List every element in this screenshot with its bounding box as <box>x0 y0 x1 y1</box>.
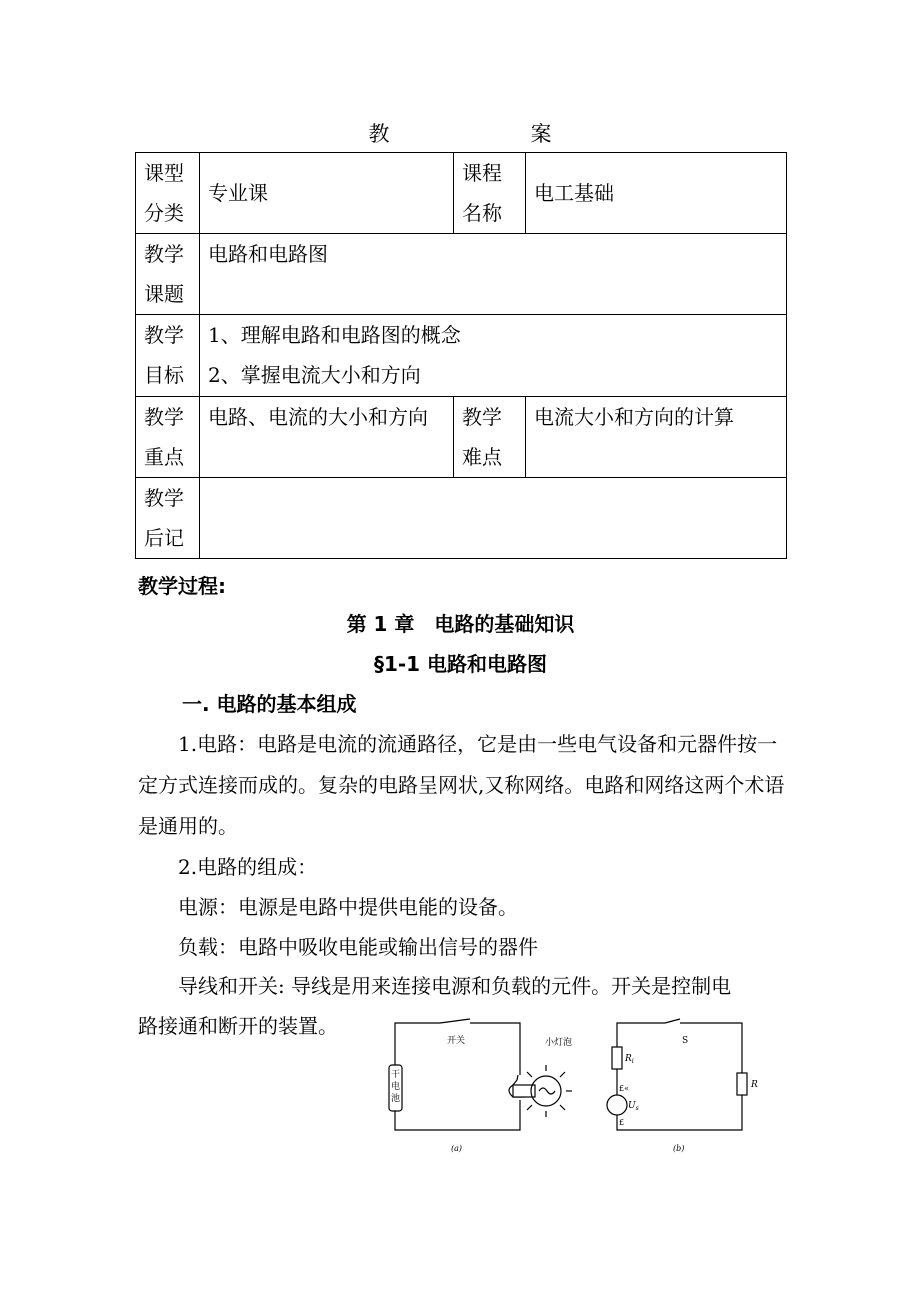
section-title: §1-1 电路和电路图 <box>373 652 548 676</box>
battery-label-a: 干电池 <box>391 1070 401 1104</box>
lesson-info-table <box>135 152 787 559</box>
lamp-label-a: 小灯泡 <box>545 1038 573 1048</box>
circuit-figure-a <box>385 1015 590 1160</box>
label-key-points: 教学重点 <box>136 397 200 478</box>
value-objectives <box>200 315 787 397</box>
value-course-type-text: 专业课 <box>208 181 268 205</box>
caption-a: (a) <box>451 1144 463 1153</box>
label-topic: 教学课题 <box>136 234 200 315</box>
objective-item: 1、理解电路和电路图的概念 <box>208 323 461 347</box>
chapter-title: 第 1 章 电路的基础知识 <box>346 612 575 636</box>
label-course-name: 课程名称 <box>454 153 526 234</box>
document-title: 教 案 <box>368 122 612 146</box>
subsection-title: 一. 电路的基本组成 <box>182 692 357 716</box>
switch-label-b: S <box>682 1036 689 1046</box>
r-label-b: R <box>751 1080 758 1090</box>
label-difficulties: 教学难点 <box>454 397 526 478</box>
process-heading: 教学过程: <box>138 574 226 598</box>
paragraph-composition: 2.电路的组成： <box>178 855 318 879</box>
value-key-points: 电路、电流的大小和方向 <box>200 397 454 478</box>
value-course-type <box>200 153 454 234</box>
paragraph-circuit-definition: 1.电路：电路是电流的流通路径，它是由一些电气设备和元器件按一定方式连接而成的。复杂的电路呈网状,又称网络。电路和网络这两个术语是通用的。 <box>138 732 785 838</box>
minus-label-b: £ <box>619 1118 625 1127</box>
paragraph-wire-switch-cont: 路接通和断开的装置。 <box>138 1014 338 1038</box>
caption-b: (b) <box>673 1144 685 1153</box>
label-course-type: 课型分类 <box>136 153 200 234</box>
value-topic: 电路和电路图 <box>200 234 787 315</box>
ri-label-b: $R_i$ <box>625 1054 634 1065</box>
label-objectives: 教学目标 <box>136 315 200 397</box>
label-reflection: 教学后记 <box>136 478 200 559</box>
objective-item: 2、掌握电流大小和方向 <box>208 363 421 387</box>
paragraph-load: 负载：电路中吸收电能或输出信号的器件 <box>178 935 538 959</box>
value-reflection <box>200 478 787 559</box>
paragraph-wire-switch: 导线和开关: 导线是用来连接电源和负载的元件。开关是控制电 <box>178 974 732 998</box>
paragraph-power-source: 电源：电源是电路中提供电能的设备。 <box>178 895 518 919</box>
value-difficulties: 电流大小和方向的计算 <box>526 397 787 478</box>
value-course-name <box>526 153 787 234</box>
circuit-figure-b <box>605 1015 758 1160</box>
us-label-b: $U_s$ <box>628 1101 639 1112</box>
value-course-name-text: 电工基础 <box>534 181 614 205</box>
plus-label-b: £« <box>619 1084 629 1093</box>
switch-label-a: 开关 <box>447 1036 466 1046</box>
